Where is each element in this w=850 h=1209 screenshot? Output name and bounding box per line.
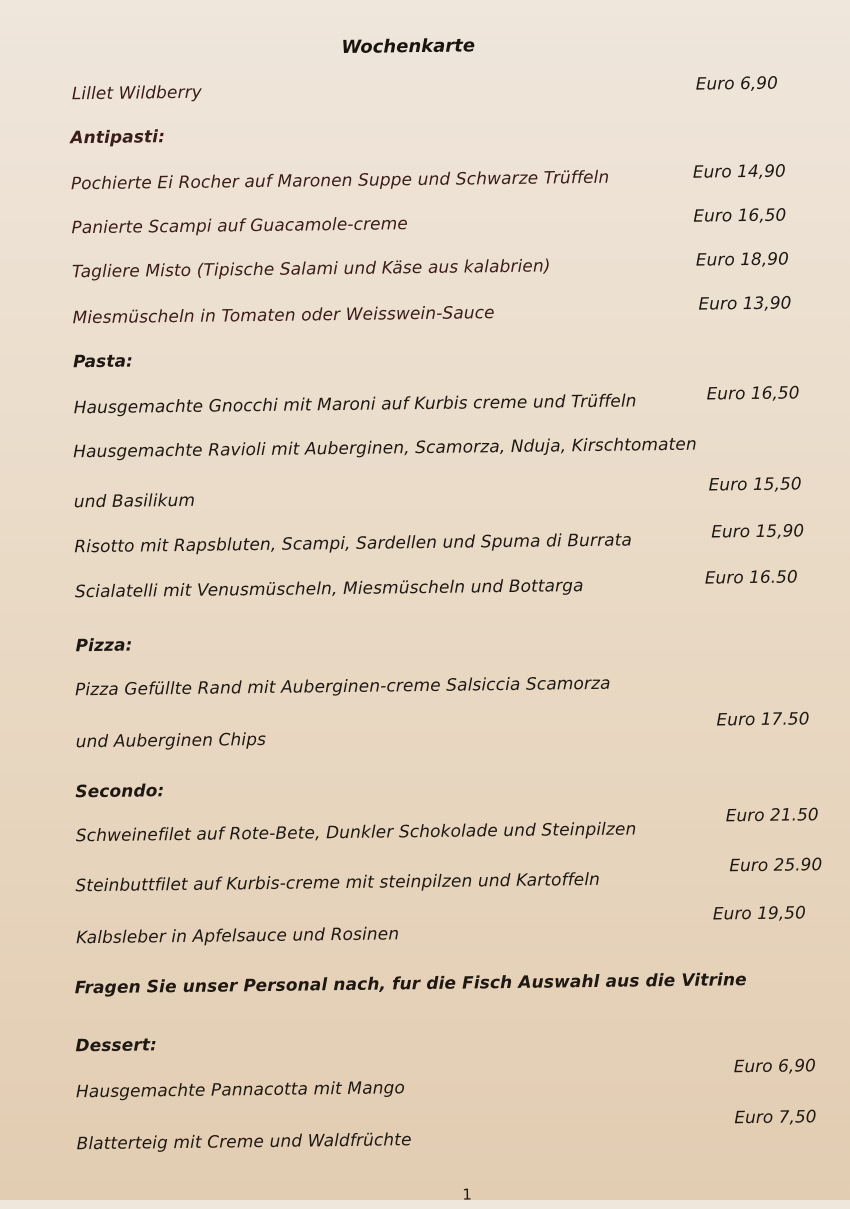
dessert-heading: Dessert: <box>75 1035 158 1057</box>
pasta-item-price: Euro 16,50 <box>706 383 800 405</box>
antipasti-item-name: Pochierte Ei Rocher auf Maronen Suppe und Schwarze Trüffeln <box>70 167 610 195</box>
pasta-item-name: Scialatelli mit Venusmüscheln, Miesmüscheln und Bottarga <box>74 576 584 603</box>
antipasti-heading: Antipasti: <box>70 127 166 149</box>
dessert-item-price: Euro 6,90 <box>733 1056 817 1078</box>
secondo-item-price: Euro 25.90 <box>729 855 823 877</box>
aperitif-price: Euro 6,90 <box>695 73 779 95</box>
pasta-item-name: Hausgemachte Gnocchi mit Maroni auf Kurbis creme und Trüffeln <box>73 391 637 419</box>
pasta-item-price: Euro 15,90 <box>711 521 805 543</box>
pizza-item-name-line1: Pizza Gefüllte Rand mit Auberginen-creme Salsiccia Scamorza <box>74 673 611 701</box>
antipasti-item-price: Euro 16,50 <box>693 205 787 227</box>
secondo-item-price: Euro 21.50 <box>725 805 819 827</box>
dessert-item-name: Blatterteig mit Creme und Waldfrüchte <box>76 1130 412 1155</box>
antipasti-item-name: Tagliere Misto (Tipische Salami und Käse aus kalabrien) <box>71 256 551 283</box>
page-number: 1 <box>462 1185 472 1204</box>
pasta-heading: Pasta: <box>72 351 134 373</box>
pizza-item-price: Euro 17.50 <box>716 709 810 731</box>
pasta-item-name-line2: und Basilikum <box>73 490 196 513</box>
pasta-item-name: Risotto mit Rapsbluten, Scampi, Sardellen und Spuma di Burrata <box>74 530 633 558</box>
dessert-item-price: Euro 7,50 <box>734 1107 817 1129</box>
secondo-item-name: Schweinefilet auf Rote-Bete, Dunkler Schokolade und Steinpilzen <box>75 819 637 847</box>
secondo-item-price: Euro 19,50 <box>712 903 806 925</box>
dessert-item-name: Hausgemachte Pannacotta mit Mango <box>75 1078 406 1103</box>
antipasti-item-price: Euro 14,90 <box>692 161 786 183</box>
secondo-item-name: Steinbuttfilet auf Kurbis-creme mit steinpilzen und Kartoffeln <box>75 869 601 897</box>
fish-selection-note: Fragen Sie unser Personal nach, fur die Fisch Auswahl aus die Vitrine <box>74 970 747 999</box>
antipasti-item-price: Euro 13,90 <box>698 293 792 315</box>
secondo-heading: Secondo: <box>75 781 165 803</box>
pizza-heading: Pizza: <box>75 635 133 657</box>
pasta-item-price: Euro 16.50 <box>704 567 798 589</box>
antipasti-item-price: Euro 18,90 <box>695 249 789 271</box>
pizza-item-name-line2: und Auberginen Chips <box>75 729 267 753</box>
antipasti-item-name: Panierte Scampi auf Guacamole-creme <box>71 214 409 239</box>
menu-title: Wochenkarte <box>341 35 476 58</box>
secondo-item-name: Kalbsleber in Apfelsauce und Rosinen <box>75 924 400 949</box>
pasta-item-name-line1: Hausgemachte Ravioli mit Auberginen, Scamorza, Nduja, Kirschtomaten <box>73 434 697 463</box>
aperitif-name: Lillet Wildberry <box>71 82 203 105</box>
pasta-item-price: Euro 15,50 <box>708 474 802 496</box>
antipasti-item-name: Miesmüscheln in Tomaten oder Weisswein-Sauce <box>72 303 495 329</box>
